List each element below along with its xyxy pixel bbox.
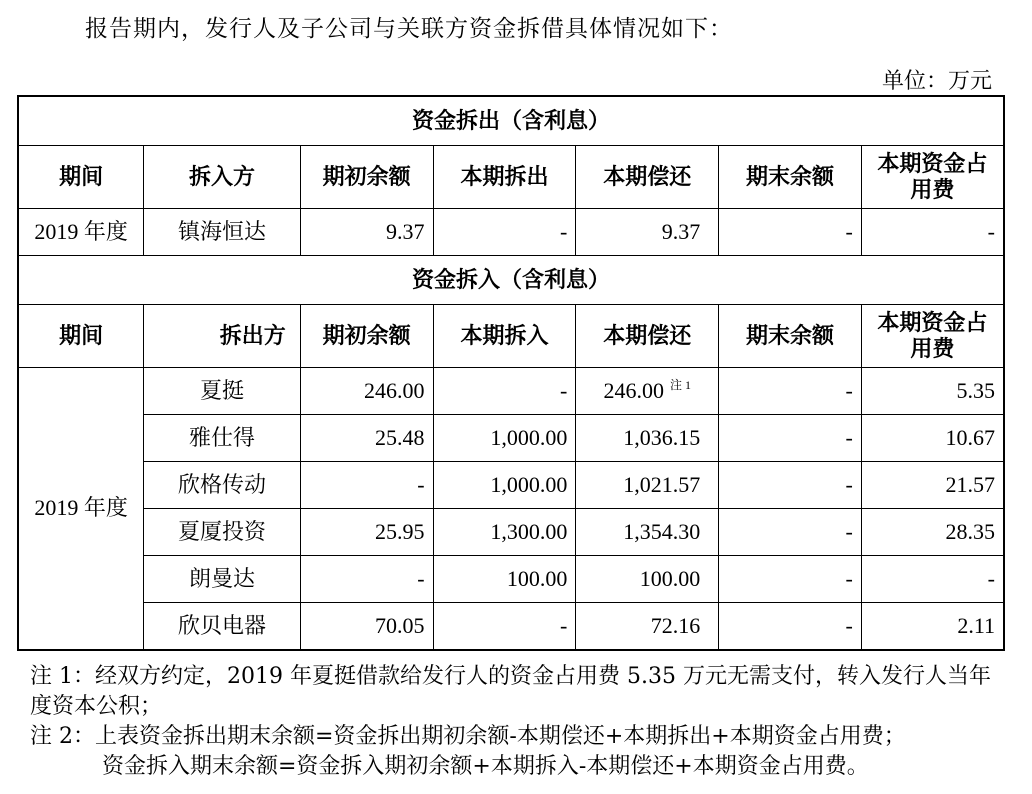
fee-cell: 2.11 — [861, 603, 1004, 651]
table-row — [18, 415, 1004, 462]
table-row — [18, 368, 1004, 415]
notes — [30, 662, 1000, 782]
fee-cell: - — [861, 209, 1004, 256]
opening-cell: 25.95 — [300, 509, 433, 556]
loan-table — [17, 95, 1005, 651]
in-cell: - — [433, 603, 576, 651]
header-cell: 期间 — [18, 305, 144, 368]
party-cell: 夏厦投资 — [144, 509, 301, 556]
fee-cell: 5.35 — [861, 368, 1004, 415]
opening-cell: 246.00 — [300, 368, 433, 415]
repay-cell — [576, 368, 719, 415]
header-cell: 本期偿还 — [576, 305, 719, 368]
header-cell: 期间 — [18, 146, 144, 209]
party-cell: 欣格传动 — [144, 462, 301, 509]
repay-cell: 72.16 — [576, 603, 719, 651]
fee-cell: 28.35 — [861, 509, 1004, 556]
fee-cell: 21.57 — [861, 462, 1004, 509]
fee-cell: - — [861, 556, 1004, 603]
table-row — [18, 209, 1004, 256]
in-cell: 1,300.00 — [433, 509, 576, 556]
note-2-continued: 资金拆入期末余额=资金拆入期初余额+本期拆入-本期偿还+本期资金占用费。 — [102, 754, 869, 779]
intro-text: 报告期内，发行人及子公司与关联方资金拆借具体情况如下： — [85, 16, 733, 42]
section-out-title: 资金拆出（含利息） — [18, 96, 1004, 146]
closing-cell: - — [719, 556, 862, 603]
period-cell: 2019 年度 — [18, 368, 144, 651]
section-in-title: 资金拆入（含利息） — [18, 256, 1004, 305]
in-cell: 1,000.00 — [433, 462, 576, 509]
opening-cell: - — [300, 556, 433, 603]
closing-cell: - — [719, 415, 862, 462]
table-row — [18, 556, 1004, 603]
header-cell: 期末余额 — [719, 146, 862, 209]
header-cell: 期末余额 — [719, 305, 862, 368]
opening-cell: 70.05 — [300, 603, 433, 651]
note-1: 注 1：经双方约定，2019 年夏挺借款给发行人的资金占用费 5.35 万元无需支付，转入发行人当年度资本公积； — [30, 664, 991, 719]
closing-cell: - — [719, 368, 862, 415]
in-cell: 1,000.00 — [433, 415, 576, 462]
party-cell: 欣贝电器 — [144, 603, 301, 651]
table-row — [18, 603, 1004, 651]
closing-cell: - — [719, 603, 862, 651]
in-cell: - — [433, 368, 576, 415]
closing-cell: - — [719, 509, 862, 556]
note-marker: 注 1 — [670, 378, 692, 393]
out-cell: - — [433, 209, 576, 256]
unit-label: 单位：万元 — [881, 69, 992, 94]
in-cell: 100.00 — [433, 556, 576, 603]
header-cell: 期初余额 — [300, 305, 433, 368]
party-cell: 朗曼达 — [144, 556, 301, 603]
closing-cell: - — [719, 209, 862, 256]
table-row — [18, 462, 1004, 509]
section-out-header-row — [18, 146, 1004, 209]
fee-cell: 10.67 — [861, 415, 1004, 462]
repay-cell: 100.00 — [576, 556, 719, 603]
repay-cell: 1,036.15 — [576, 415, 719, 462]
opening-cell: 9.37 — [300, 209, 433, 256]
header-cell: 本期资金占用费 — [861, 146, 1004, 209]
note-2: 注 2：上表资金拆出期末余额=资金拆出期初余额-本期偿还+本期拆出+本期资金占用费； — [30, 724, 906, 749]
header-cell: 拆出方 — [144, 305, 301, 368]
party-cell: 镇海恒达 — [144, 209, 301, 256]
opening-cell: - — [300, 462, 433, 509]
header-cell: 本期偿还 — [576, 146, 719, 209]
opening-cell: 25.48 — [300, 415, 433, 462]
repay-cell: 1,021.57 — [576, 462, 719, 509]
closing-cell: - — [719, 462, 862, 509]
header-cell: 本期拆出 — [433, 146, 576, 209]
section-in-header-row — [18, 305, 1004, 368]
party-cell: 夏挺 — [144, 368, 301, 415]
repay-value: 246.00 — [603, 377, 664, 403]
header-cell: 拆入方 — [144, 146, 301, 209]
party-cell: 雅仕得 — [144, 415, 301, 462]
period-cell: 2019 年度 — [18, 209, 144, 256]
repay-cell: 9.37 — [576, 209, 719, 256]
header-cell: 期初余额 — [300, 146, 433, 209]
header-cell: 本期资金占用费 — [861, 305, 1004, 368]
header-cell: 本期拆入 — [433, 305, 576, 368]
repay-cell: 1,354.30 — [576, 509, 719, 556]
table-row — [18, 509, 1004, 556]
